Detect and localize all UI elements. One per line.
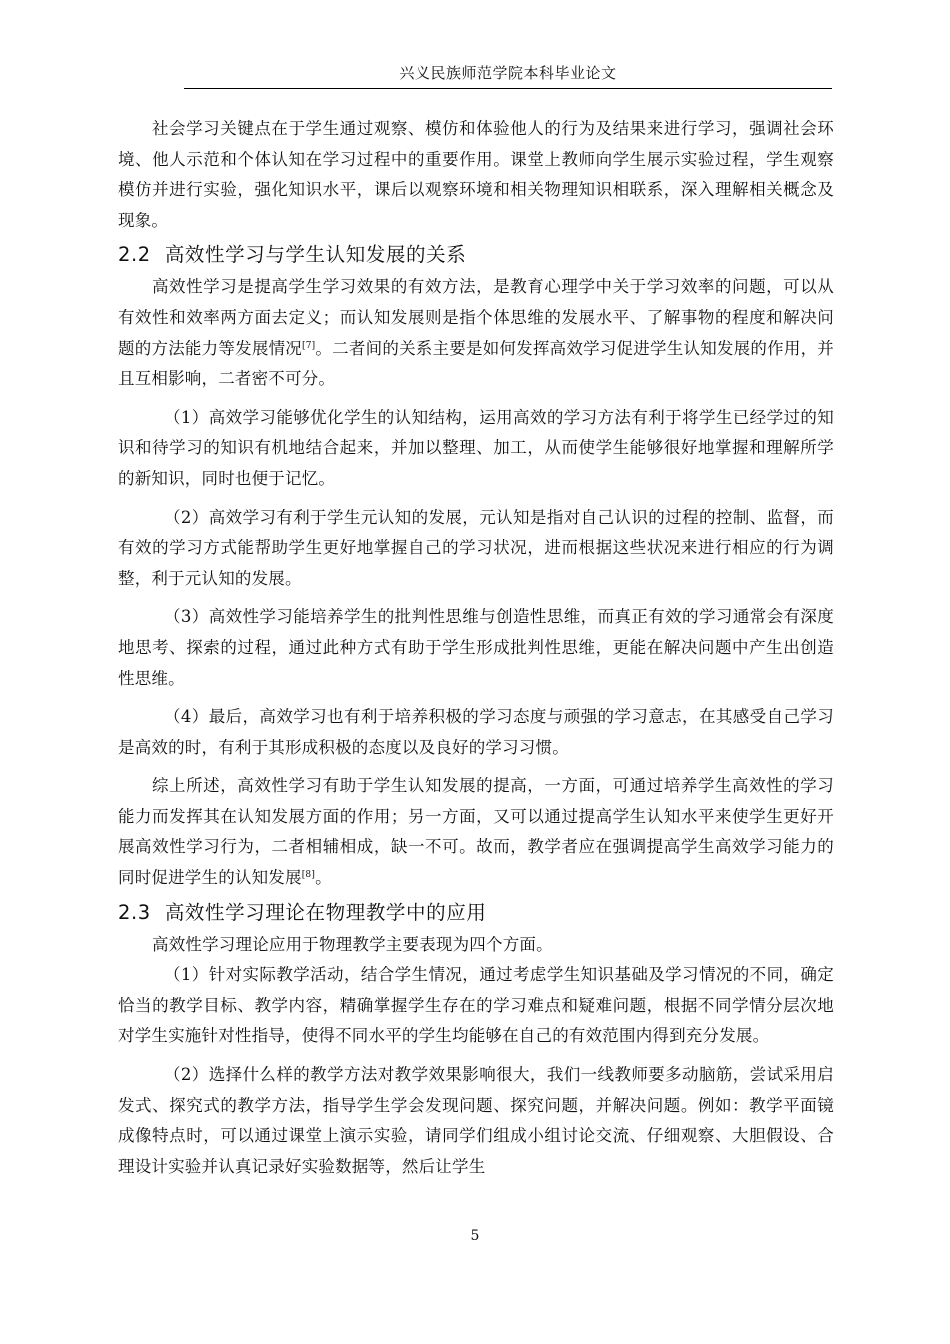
section-title: 高效性学习理论在物理教学中的应用 [164, 900, 487, 924]
section-title: 高效性学习与学生认知发展的关系 [164, 243, 467, 267]
paragraph: 高效性学习理论应用于物理教学主要表现为四个方面。 [152, 934, 553, 954]
document-body [118, 114, 834, 1182]
paragraph [118, 272, 834, 394]
page-number: 5 [470, 1228, 480, 1244]
citation-ref: [8] [301, 870, 316, 881]
paragraph-text: 高效性学习是提高学生学习效果的有效方法，是教育心理学中关于学习效率的问题，可以从有效性和效率两方面去定义；而认知发展则是指个体思维的发展水平、了解事物的程度和解决问题的方法能力等发展情况 [118, 277, 834, 358]
section-number: 2.3 [118, 900, 151, 924]
header-rule [184, 88, 832, 89]
list-item: （2）选择什么样的教学方法对教学效果影响很大，我们一线教师要多动脑筋，尝试采用启发式、探究式的教学方法，指导学生学会发现问题、探究问题，并解决问题。例如：教学平面镜成像特点时，可以通过课堂上演示实验，请同学们组成小组讨论交流、仔细观察、大胆假设、合理设计实验并认真记录好实验数据等，然后让学生 [118, 1065, 834, 1176]
list-item: （3）高效性学习能培养学生的批判性思维与创造性思维，而真正有效的学习通常会有深度地思考、探索的过程，通过此种方式有助于学生形成批判性思维，更能在解决问题中产生出创造性思维。 [118, 607, 834, 688]
section-number: 2.2 [118, 243, 151, 267]
section-heading-2-2 [118, 238, 834, 272]
paragraph-text: 。 [315, 868, 332, 888]
intro-paragraph: 社会学习关键点在于学生通过观察、模仿和体验他人的行为及结果来进行学习，强调社会环境、他人示范和个体认知在学习过程中的重要作用。课堂上教师向学生展示实验过程，学生观察模仿并进行实验，强化知识水平，课后以观察环境和相关物理知识相联系，深入理解相关概念及现象。 [118, 119, 834, 230]
list-item: （2）高效学习有利于学生元认知的发展，元认知是指对自己认识的过程的控制、监督，而有效的学习方式能帮助学生更好地掌握自己的学习状况，进而根据这些状况来进行相应的行为调整，利于元认知的发展。 [118, 507, 834, 588]
list-item: （4）最后，高效学习也有利于培养积极的学习态度与顽强的学习意志，在其感受自己学习是高效的时，有利于其形成积极的态度以及良好的学习习惯。 [118, 707, 834, 757]
section-heading-2-3 [118, 896, 834, 930]
summary-paragraph [118, 771, 834, 893]
list-item: （1）针对实际教学活动，结合学生情况，通过考虑学生知识基础及学习情况的不同，确定恰当的教学目标、教学内容，精确掌握学生存在的学习难点和疑难问题，根据不同学情分层次地对学生实施针对性指导，使得不同水平的学生均能够在自己的有效范围内得到充分发展。 [118, 965, 834, 1046]
paragraph-text: 。二者间的关系主要是如何发挥高效学习促进学生认知发展的作用，并且互相影响，二者密不可分。 [118, 338, 835, 389]
page-header: 兴义民族师范学院本科毕业论文 [399, 64, 617, 82]
list-item: （1）高效学习能够优化学生的认知结构，运用高效的学习方法有利于将学生已经学过的知识和待学习的知识有机地结合起来，并加以整理、加工，从而使学生能够很好地掌握和理解所学的新知识，同时也便于记忆。 [118, 407, 834, 488]
paragraph-text: 综上所述，高效性学习有助于学生认知发展的提高，一方面，可通过培养学生高效性的学习能力而发挥其在认知发展方面的作用；另一方面，又可以通过提高学生认知水平来使学生更好开展高效性学习行为，二者相辅相成，缺一不可。故而，教学者应在强调提高学生高效学习能力的同时促进学生的认知发展 [118, 776, 834, 888]
citation-ref: [7] [302, 340, 316, 351]
